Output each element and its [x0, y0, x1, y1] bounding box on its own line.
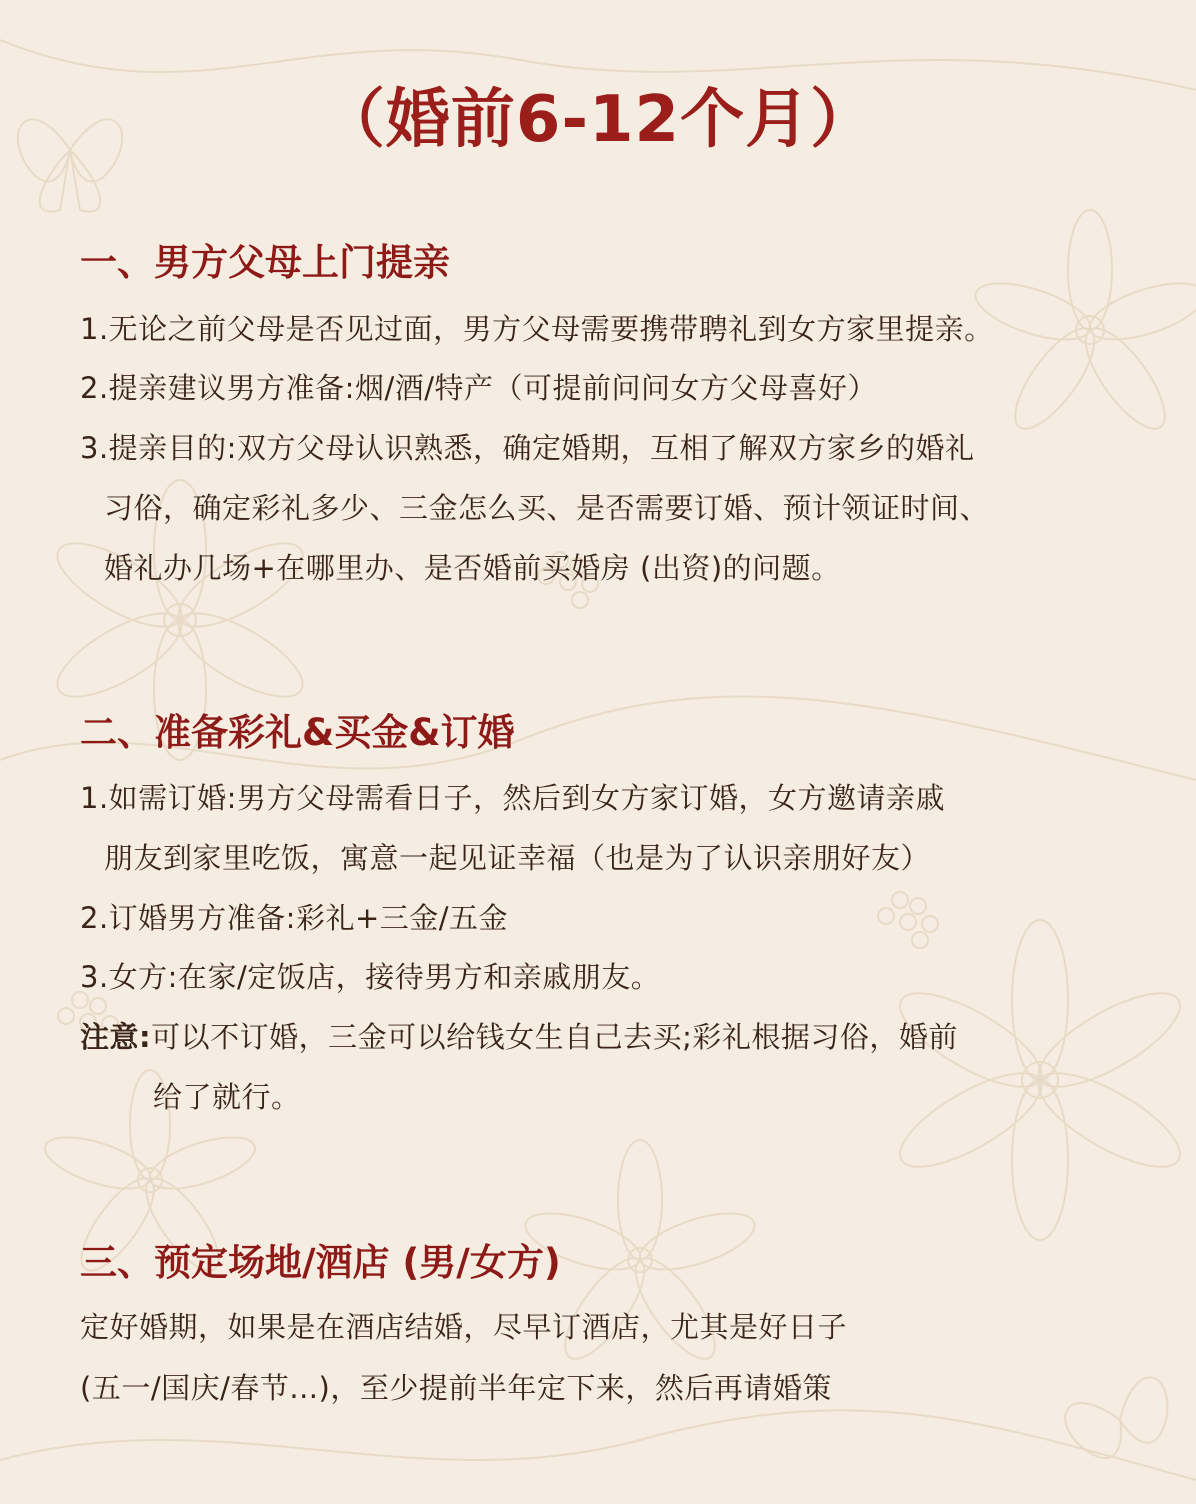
section-2-line-2: 朋友到家里吃饭，寓意一起见证幸福（也是为了认识亲朋好友） — [104, 841, 931, 875]
section-2-line-1: 1.如需订婚:男方父母需看日子，然后到女方家订婚，女方邀请亲戚 — [80, 781, 945, 815]
section-1-heading: 一、男方父母上门提亲 — [80, 241, 450, 284]
section-1-line-3: 3.提亲目的:双方父母认识熟悉，确定婚期，互相了解双方家乡的婚礼 — [80, 431, 975, 465]
note-text: 可以不订婚，三金可以给钱女生自己去买;彩礼根据习俗，婚前 — [151, 1020, 958, 1054]
note-label: 注意: — [80, 1020, 152, 1054]
page-title: （婚前6-12个月） — [320, 83, 876, 157]
section-2-note-continuation: 给了就行。 — [153, 1080, 301, 1114]
section-1-line-4: 习俗，确定彩礼多少、三金怎么买、是否需要订婚、预计领证时间、 — [104, 491, 990, 525]
section-3-line-2: (五一/国庆/春节...)，至少提前半年定下来，然后再请婚策 — [80, 1371, 832, 1405]
section-2-line-4: 3.女方:在家/定饭店，接待男方和亲戚朋友。 — [80, 960, 661, 994]
section-1-line-5: 婚礼办几场+在哪里办、是否婚前买婚房 (出资)的问题。 — [104, 551, 841, 585]
section-2-note — [80, 1015, 958, 1056]
section-1-line-2: 2.提亲建议男方准备:烟/酒/特产（可提前问问女方父母喜好） — [80, 371, 877, 405]
section-3-heading: 三、预定场地/酒店 (男/女方) — [80, 1241, 561, 1284]
section-2-line-3: 2.订婚男方准备:彩礼+三金/五金 — [80, 901, 509, 935]
section-1-line-1: 1.无论之前父母是否见过面，男方父母需要携带聘礼到女方家里提亲。 — [80, 312, 994, 346]
section-2-heading: 二、准备彩礼&买金&订婚 — [80, 711, 515, 754]
section-3-line-1: 定好婚期，如果是在酒店结婚，尽早订酒店，尤其是好日子 — [80, 1310, 848, 1344]
